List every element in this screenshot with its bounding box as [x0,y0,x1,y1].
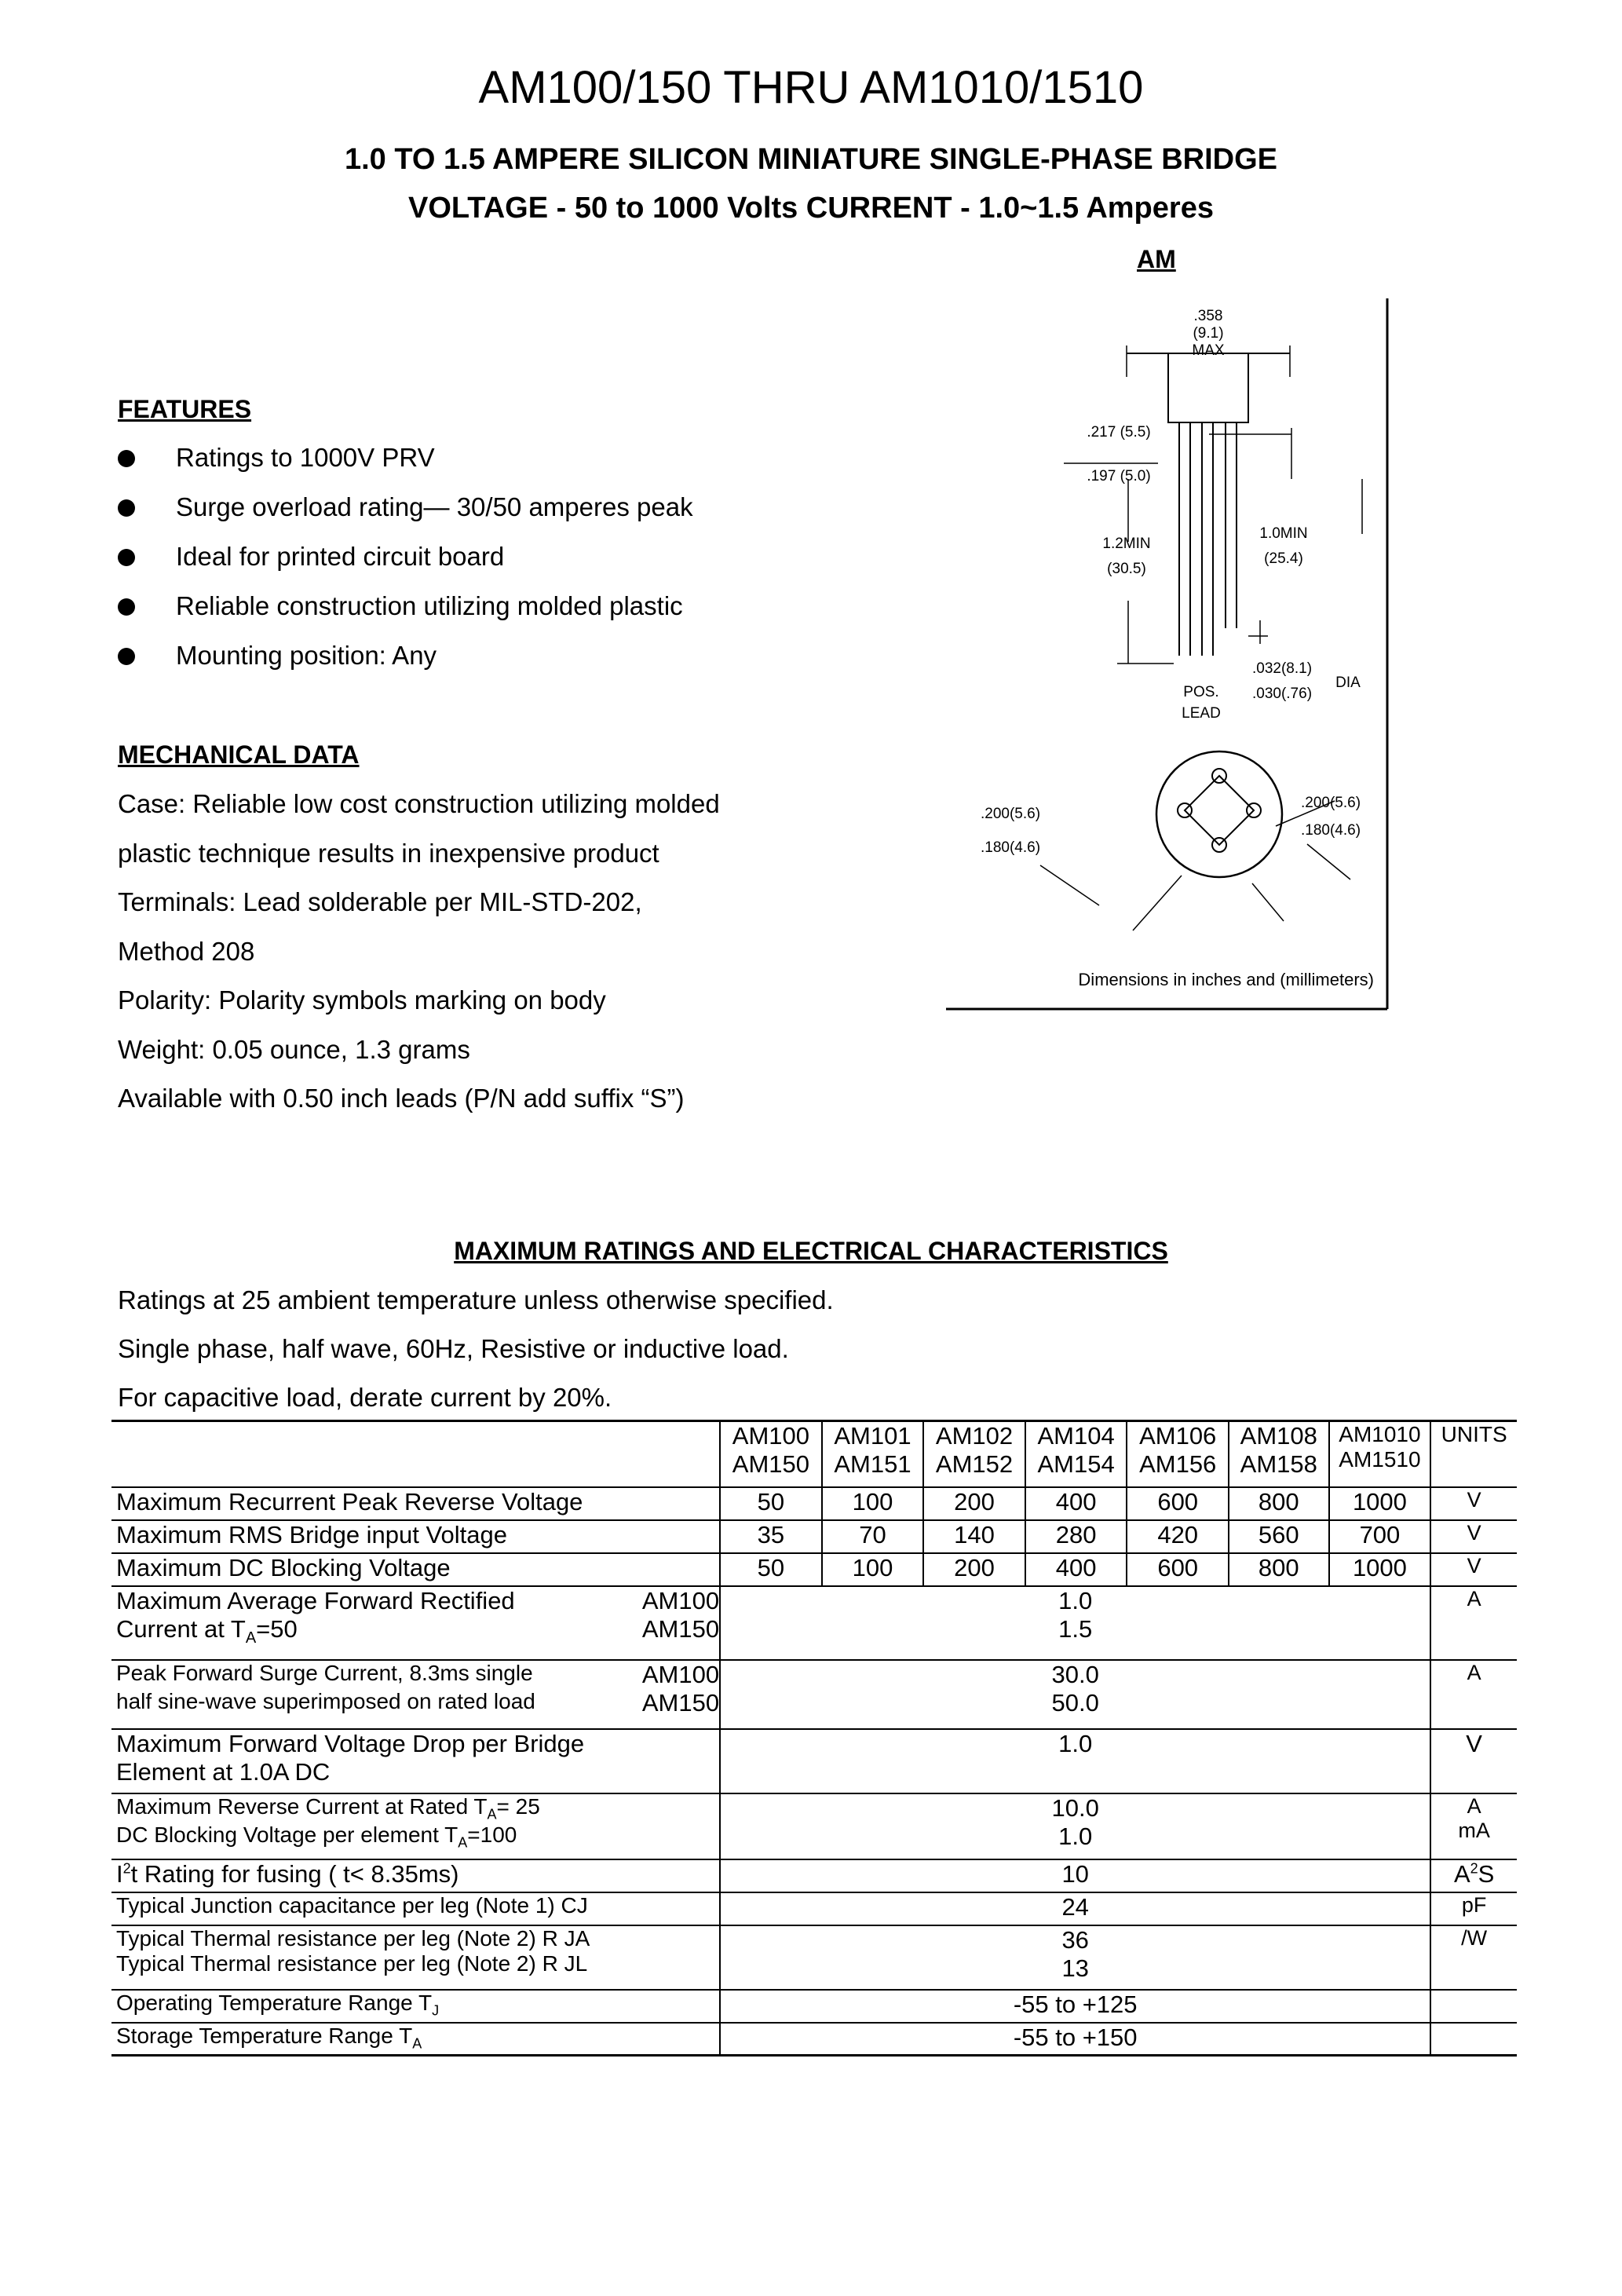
row-label: Current at T [116,1614,246,1643]
table-row [111,1487,1517,1520]
table-row [111,2023,1517,2056]
features-heading: FEATURES [118,395,252,423]
row-label: Typical Thermal resistance per leg (Note 2) R JA [116,1925,590,1951]
row-label: Maximum Recurrent Peak Reverse Voltage [111,1487,720,1520]
cell-value: 13 [1061,1954,1089,1982]
cell-value: 50.0 [1051,1688,1099,1717]
model-a: AM108 [1240,1422,1317,1450]
row-tag: AM150 [641,1688,720,1717]
cell-value: 1.0 [1058,1822,1093,1850]
dim-lead-dia-min: .030(.76) [1251,686,1313,702]
cell-unit: pF [1430,1892,1517,1925]
dim-top-width: .358 [1193,308,1223,324]
cell-value: 420 [1127,1520,1229,1553]
cell-value: 1.5 [1058,1614,1093,1643]
mechanical-heading: MECHANICAL DATA [118,740,360,769]
cell-value: 50 [720,1487,822,1520]
table-row [111,1859,1517,1892]
ratings-note: For capacitive load, derate current by 20%. [118,1383,612,1412]
mechanical-line: plastic technique results in inexpensive product [118,839,659,868]
dim-top-width-mm: (9.1) [1193,325,1224,342]
table-header-row [111,1421,1517,1487]
dim-height-max: .217 (5.5) [1087,424,1151,441]
cell-unit: /W [1430,1925,1517,1990]
page-title: AM100/150 THRU AM1010/1510 [478,62,1144,113]
row-label: Maximum Forward Voltage Drop per Bridge [116,1729,585,1757]
row-tag: AM150 [641,1614,720,1643]
dim-height-min: .197 (5.0) [1087,468,1151,484]
cell-value: 1000 [1329,1487,1431,1520]
cell-value: 36 [1061,1925,1089,1954]
package-label: AM [1137,245,1176,273]
bullet-icon [118,648,135,665]
cell-value: 200 [923,1553,1025,1586]
dim-lead-right-mm: (25.4) [1264,550,1303,567]
cell-value: 100 [822,1553,924,1586]
dim-spacing-right-min: .180(4.6) [1300,822,1361,839]
pos-lead-label: POS. [1183,684,1219,700]
dim-dia-label: DIA [1335,675,1361,691]
dim-lead-dia: .032(8.1) [1251,660,1313,677]
model-a: AM104 [1037,1422,1115,1450]
dim-lead-left-mm: (30.5) [1107,561,1146,577]
model-b: AM156 [1139,1450,1217,1478]
model-a: AM101 [834,1422,911,1450]
row-label-sub: A [487,1806,497,1823]
cell-value: 280 [1025,1520,1127,1553]
row-label: Maximum DC Blocking Voltage [111,1553,720,1586]
row-label: Maximum Reverse Current at Rated T [116,1793,488,1819]
row-label: half sine-wave superimposed on rated load [116,1688,535,1713]
cell-value: 35 [720,1520,822,1553]
cell-value: 10.0 [1051,1793,1099,1822]
model-b: AM152 [935,1450,1014,1478]
mechanical-line: Available with 0.50 inch leads (P/N add suffix “S”) [118,1084,685,1113]
cell-value: 1.0 [720,1729,1430,1793]
row-label: Peak Forward Surge Current, 8.3ms single [116,1660,533,1685]
table-row [111,1892,1517,1925]
cell-value: 140 [923,1520,1025,1553]
cell-value: 600 [1127,1487,1229,1520]
bridge-body [1168,353,1248,422]
row-label-sup: 2 [122,1860,131,1877]
subtitle-voltage-current: VOLTAGE - 50 to 1000 Volts CURRENT - 1.0~1.5 Amperes [408,192,1214,225]
diagram-caption: Dimensions in inches and (millimeters) [1078,970,1374,989]
dim-lead-left: 1.2MIN [1102,536,1151,552]
ratings-heading: MAXIMUM RATINGS AND ELECTRICAL CHARACTERISTICS [454,1237,1168,1265]
mechanical-line: Weight: 0.05 ounce, 1.3 grams [118,1035,470,1064]
cell-value: 10 [720,1859,1430,1892]
row-label: I [116,1859,123,1888]
cell-unit: A [1430,1660,1517,1729]
dim-lead-right: 1.0MIN [1259,525,1308,542]
cell-unit: V [1430,1520,1517,1553]
mechanical-line: Method 208 [118,937,255,966]
bullet-icon [118,499,135,517]
table-row [111,1553,1517,1586]
cell-value: 30.0 [1051,1660,1099,1688]
model-a: AM106 [1139,1422,1217,1450]
model-b: AM158 [1240,1450,1317,1478]
row-label: Typical Thermal resistance per leg (Note 2) R JL [116,1951,588,1976]
subtitle-description: 1.0 TO 1.5 AMPERE SILICON MINIATURE SINGLE-PHASE BRIDGE [344,143,1278,176]
dim-spacing-left-min: .180(4.6) [980,839,1041,856]
row-label: Storage Temperature Range T [116,2023,413,2048]
cell-value: 800 [1229,1487,1329,1520]
row-tag: AM100 [641,1660,720,1688]
row-label: Operating Temperature Range T [116,1990,433,2015]
model-a: AM100 [732,1422,809,1450]
cell-value: -55 to +150 [720,2023,1430,2056]
row-label: Maximum RMS Bridge input Voltage [111,1520,720,1553]
cell-value: 1.0 [1058,1586,1093,1614]
package-dimension-diagram [938,298,1401,1021]
units-header: UNITS [1430,1421,1517,1487]
feature-item: Ratings to 1000V PRV [176,443,435,472]
cell-unit: A [1430,1586,1517,1660]
cell-value: 700 [1329,1520,1431,1553]
table-row [111,1925,1517,1990]
cell-value: 100 [822,1487,924,1520]
cell-value: 400 [1025,1487,1127,1520]
ratings-table [111,1420,1517,2057]
cell-unit: mA [1458,1818,1490,1842]
cell-unit: V [1430,1487,1517,1520]
cell-unit-sup: 2 [1470,1860,1478,1877]
row-label: DC Blocking Voltage per element T [116,1823,458,1848]
bottom-view-outline [1156,751,1282,877]
cell-value: 400 [1025,1553,1127,1586]
cell-value: -55 to +125 [720,1990,1430,2023]
feature-item: Reliable construction utilizing molded plastic [176,591,683,620]
row-label: =50 [256,1614,298,1643]
row-label: =100 [467,1823,517,1848]
row-label-sub: A [412,2035,422,2052]
cell-unit: A [1453,1859,1470,1888]
row-label: Maximum Average Forward Rectified [116,1586,515,1614]
table-row [111,1990,1517,2023]
mechanical-line: Polarity: Polarity symbols marking on body [118,985,606,1015]
cell-value: 560 [1229,1520,1329,1553]
model-a: AM1010 [1339,1422,1421,1446]
cell-unit: V [1430,1729,1517,1793]
table-row [111,1520,1517,1553]
bullet-icon [118,450,135,467]
model-b: AM150 [732,1450,809,1478]
cell-value: 1000 [1329,1553,1431,1586]
model-b: AM154 [1037,1450,1115,1478]
bullet-icon [118,598,135,616]
row-label: t Rating for fusing ( t< 8.35ms) [130,1859,459,1888]
row-label-sub: A [458,1834,468,1851]
cell-unit: A [1467,1793,1481,1818]
cell-value: 24 [720,1892,1430,1925]
table-row [111,1586,1517,1660]
cell-value: 200 [923,1487,1025,1520]
ratings-note: Single phase, half wave, 60Hz, Resistive or inductive load. [118,1334,789,1363]
row-tag: AM100 [641,1586,720,1614]
mechanical-line: Case: Reliable low cost construction utilizing molded [118,789,720,818]
cell-value: 800 [1229,1553,1329,1586]
row-label: Element at 1.0A DC [116,1757,331,1786]
pos-lead-label-2: LEAD [1182,705,1221,722]
cell-value: 50 [720,1553,822,1586]
ratings-note: Ratings at 25 ambient temperature unless otherwise specified. [118,1285,834,1314]
dim-top-max: MAX [1192,342,1225,359]
cell-unit: S [1478,1859,1495,1888]
table-row [111,1729,1517,1793]
model-b: AM1510 [1339,1447,1421,1472]
bullet-icon [118,549,135,566]
cell-value: 600 [1127,1553,1229,1586]
table-row [111,1793,1517,1859]
row-label: = 25 [496,1793,540,1819]
cell-unit: V [1430,1553,1517,1586]
dim-spacing-right: .200(5.6) [1300,795,1361,811]
row-label: Typical Junction capacitance per leg (Note 1) CJ [111,1892,720,1925]
dim-spacing-left: .200(5.6) [980,806,1041,822]
model-a: AM102 [935,1422,1014,1450]
bottom-view-lead-pattern [1185,776,1254,845]
feature-item: Surge overload rating— 30/50 amperes peak [176,492,693,521]
model-b: AM151 [834,1450,911,1478]
cell-value: 70 [822,1520,924,1553]
row-label-sub: J [432,2002,440,2019]
mechanical-line: Terminals: Lead solderable per MIL-STD-202, [118,887,642,916]
table-row [111,1660,1517,1729]
row-label-sub: A [245,1629,257,1647]
feature-item: Ideal for printed circuit board [176,542,505,571]
feature-item: Mounting position: Any [176,641,437,670]
